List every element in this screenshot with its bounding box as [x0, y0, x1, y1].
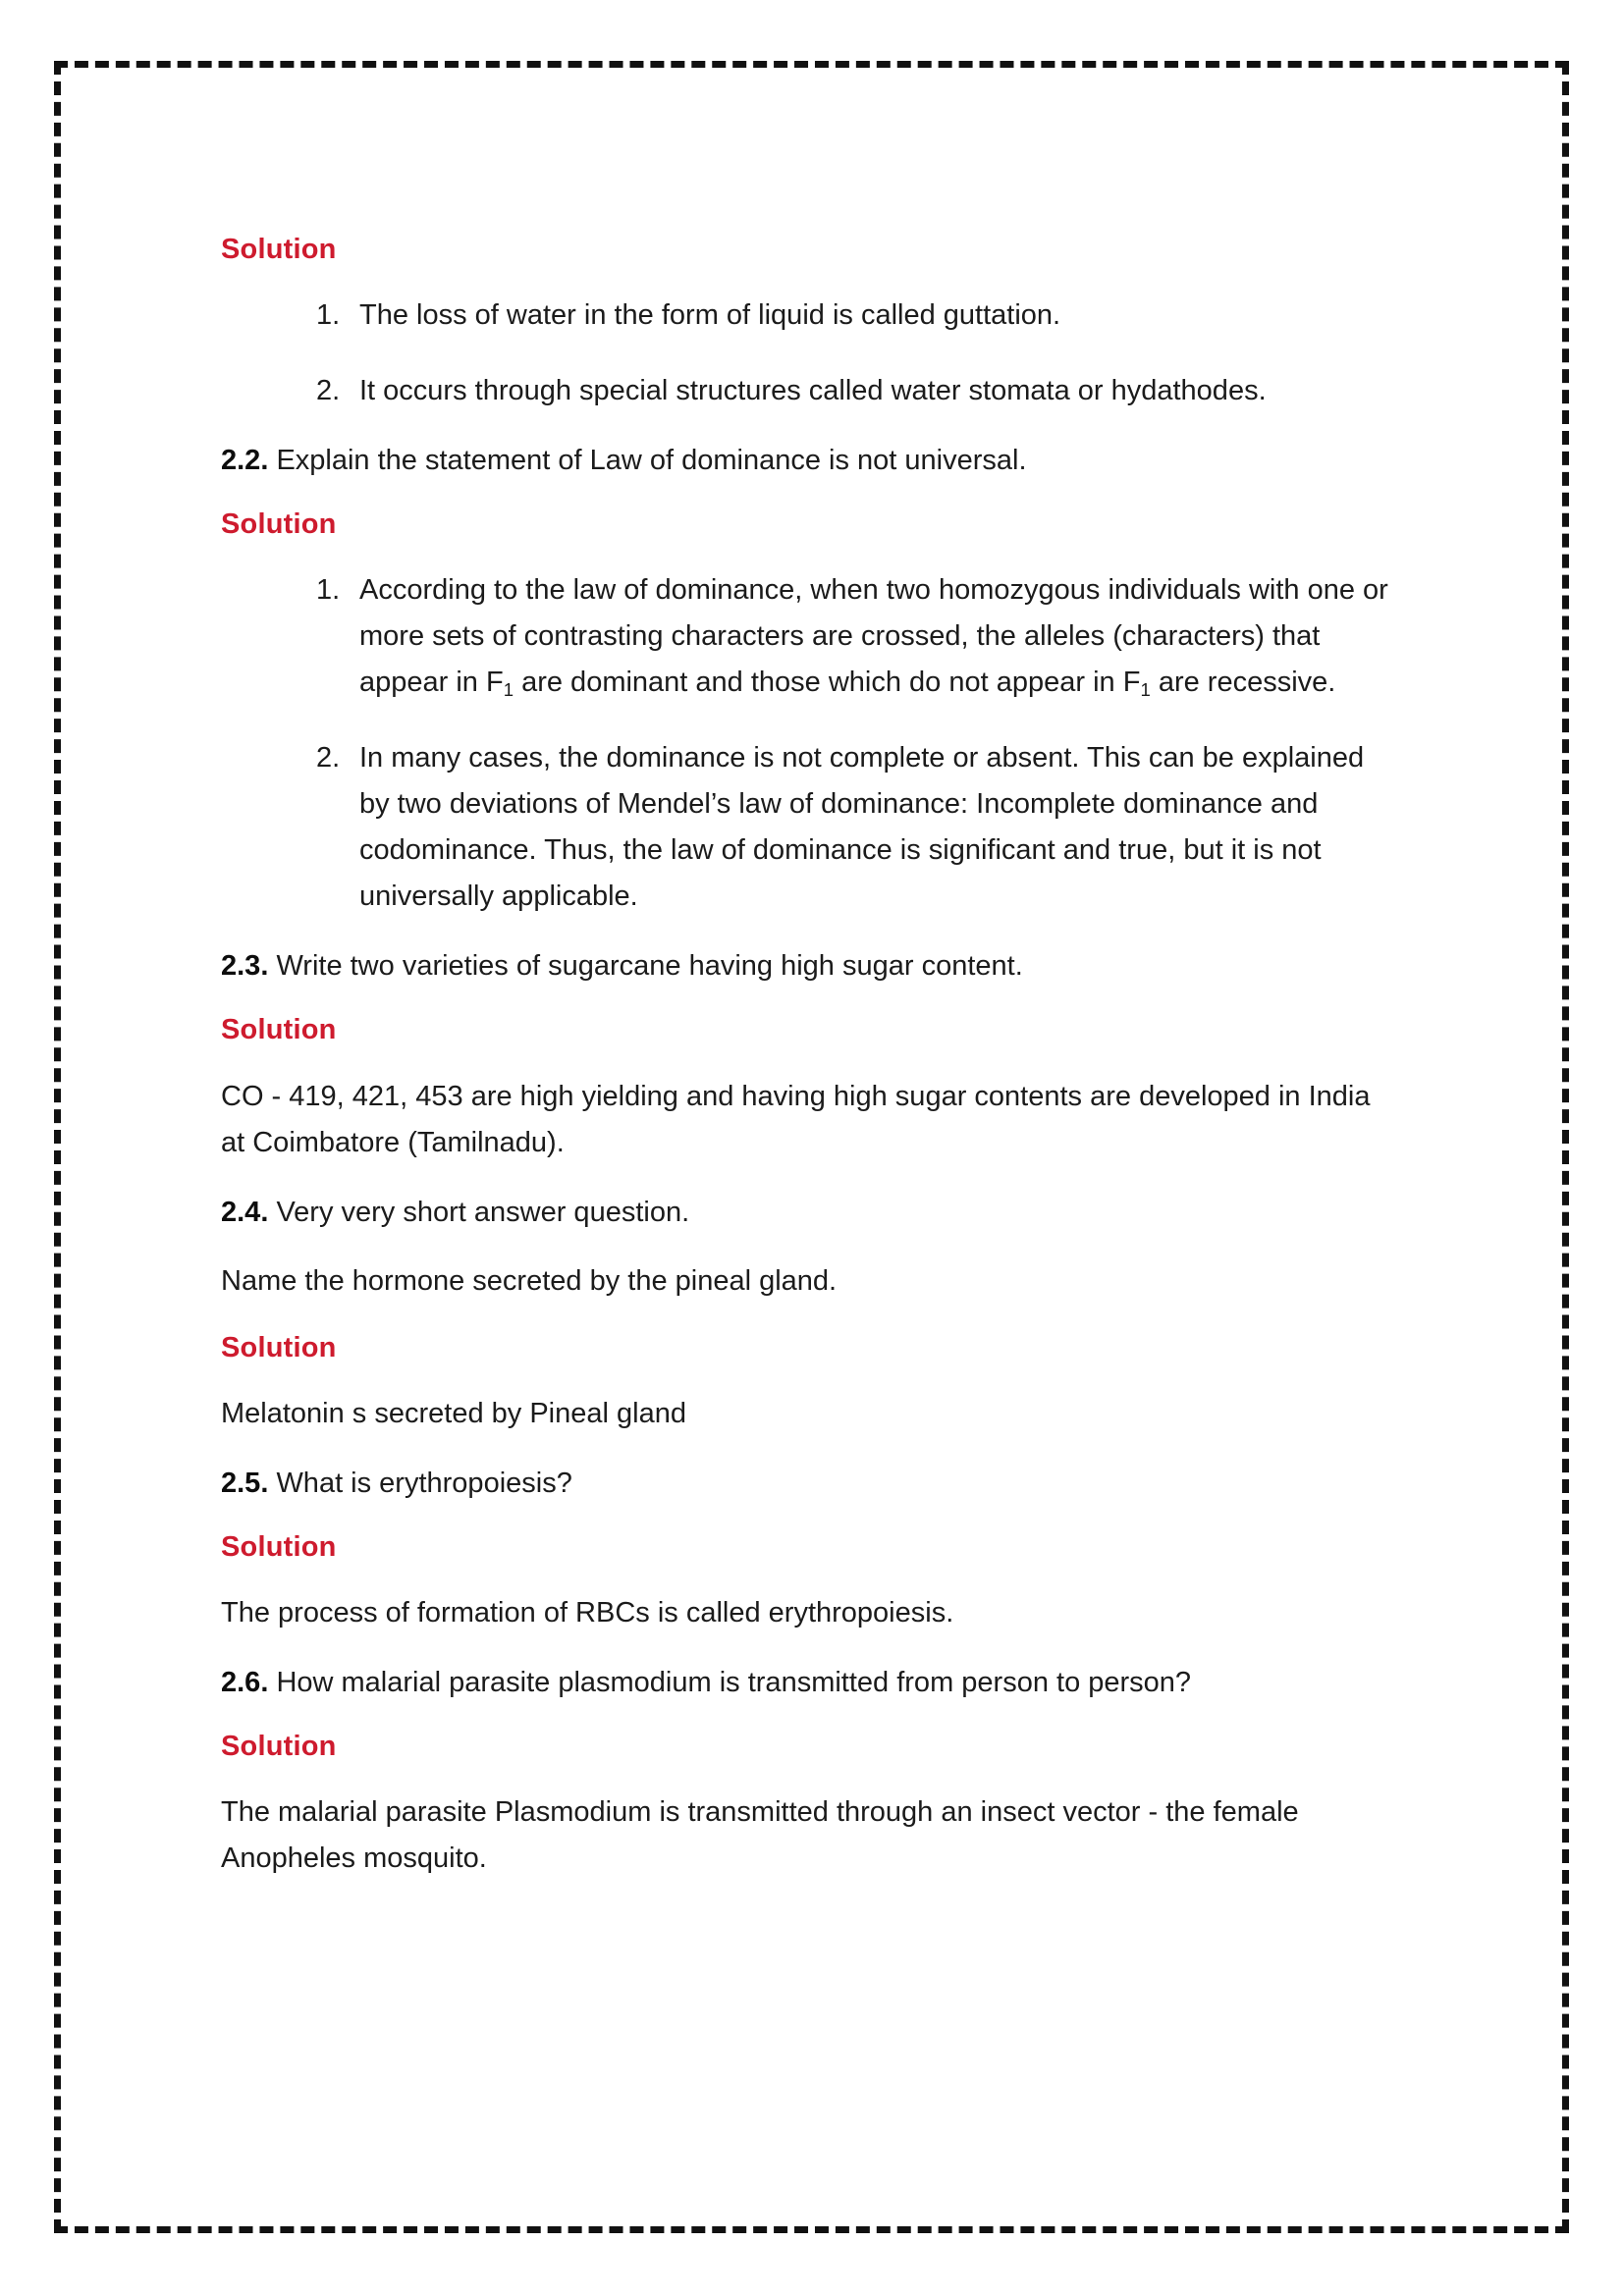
answer-paragraph: Melatonin s secreted by Pineal gland	[221, 1397, 686, 1429]
solution-heading: Solution	[221, 1331, 337, 1363]
sub-question-paragraph: Name the hormone secreted by the pineal gland.	[221, 1264, 838, 1297]
document-content	[221, 232, 1394, 1907]
solution-heading: Solution	[221, 1731, 337, 1763]
answer-paragraph: The malarial parasite Plasmodium is transmitted through an insect vector - the female Anopheles mosquito.	[221, 1796, 1299, 1875]
question-2-3	[221, 945, 1394, 987]
question-text: What is erythropoiesis?	[276, 1467, 572, 1499]
list-item: In many cases, the dominance is not complete or absent. This can be explained by two deviations of Mendel’s law of dominance: Incomplete dominance and codominance. Thus, the law of dominance is significant and true, but it is not universally applicable.	[359, 742, 1365, 913]
solution-heading: Solution	[221, 1530, 337, 1563]
solution-heading: Solution	[221, 1014, 337, 1046]
solution-heading: Solution	[221, 234, 337, 265]
question-number: 2.4.	[221, 1196, 269, 1228]
question-text: How malarial parasite plasmodium is transmitted from person to person?	[276, 1667, 1192, 1698]
question-2-2	[221, 440, 1394, 481]
solution-list	[221, 293, 1394, 414]
solution-list	[221, 567, 1394, 920]
question-text: Write two varieties of sugarcane having high sugar content.	[276, 950, 1023, 983]
list-item: The loss of water in the form of liquid is called guttation.	[359, 299, 1061, 332]
question-number: 2.5.	[221, 1467, 269, 1499]
list-item: It occurs through special structures called water stomata or hydathodes.	[359, 375, 1267, 407]
question-2-5	[221, 1463, 1394, 1504]
question-number: 2.2.	[221, 445, 269, 477]
question-text: Explain the statement of Law of dominance is not universal.	[276, 445, 1027, 477]
question-2-4	[221, 1192, 1394, 1233]
solution-heading: Solution	[221, 508, 337, 541]
list-item: According to the law of dominance, when two homozygous individuals with one or more sets of contrasting characters are crossed, the alleles (characters) that appear in $F_1$ are dominant and those which do not appear in $F_1$ are recessive.	[359, 574, 1388, 700]
question-text: Very very short answer question.	[276, 1196, 690, 1228]
question-2-6	[221, 1662, 1394, 1703]
answer-paragraph: The process of formation of RBCs is called erythropoiesis.	[221, 1597, 954, 1629]
question-number: 2.3.	[221, 950, 269, 983]
answer-paragraph: CO - 419, 421, 453 are high yielding and having high sugar contents are developed in India at Coimbatore (Tamilnadu).	[221, 1080, 1371, 1158]
question-number: 2.6.	[221, 1667, 269, 1698]
